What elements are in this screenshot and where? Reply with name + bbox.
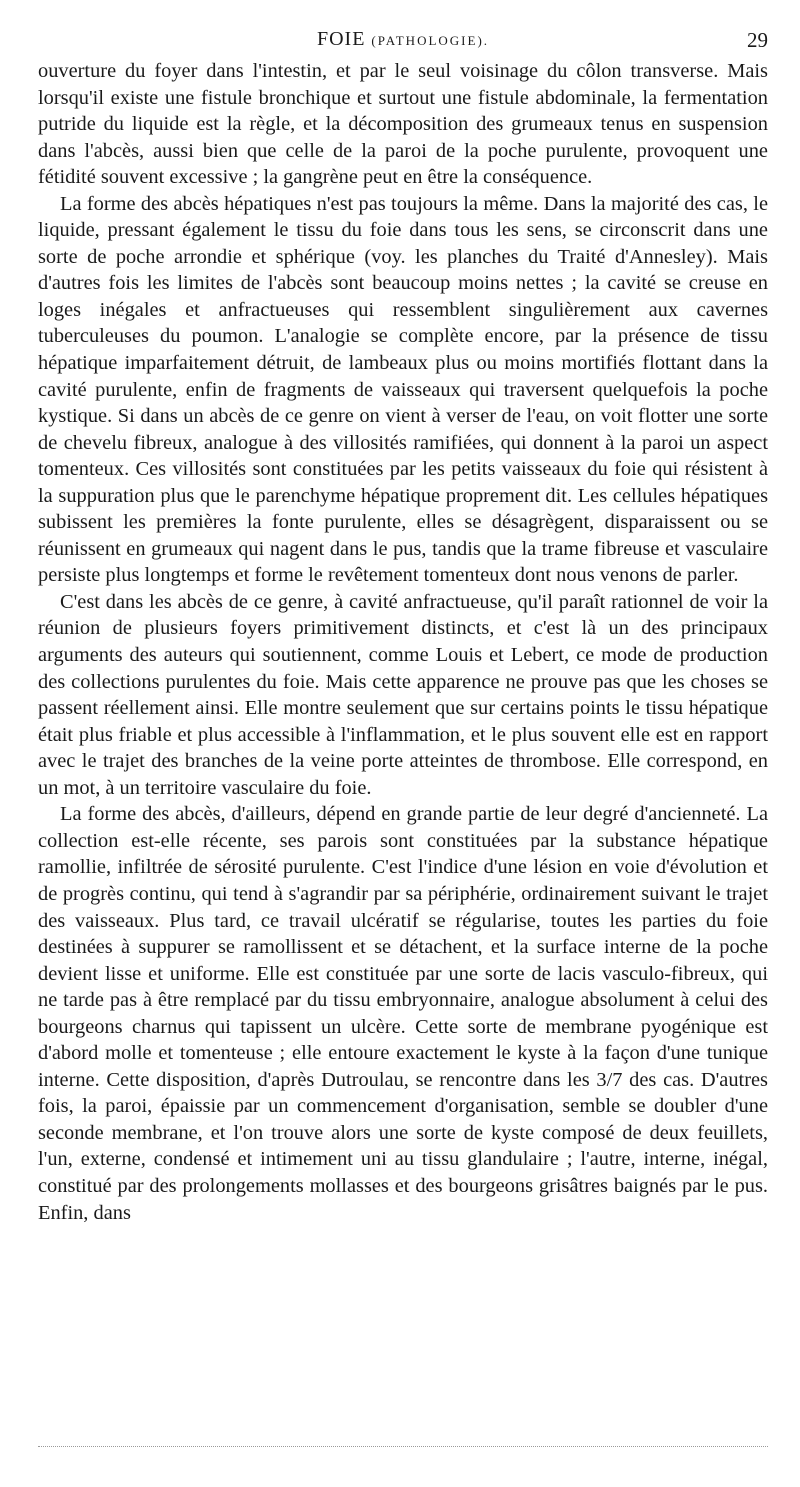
page-number: 29 (747, 28, 768, 52)
running-title (38, 28, 768, 51)
running-header (38, 28, 768, 58)
header-title: FOIE (316, 28, 366, 50)
header-subtitle: (PATHOLOGIE). (371, 33, 490, 48)
footer-divider (38, 1446, 768, 1447)
paragraph: La forme des abcès, d'ailleurs, dépend en grande partie de leur degré d'ancienneté. La collection est-elle récente, ses parois sont constituées par la substance hépatique ramollie, infiltrée de sérosité purulente. C'est l'indice d'une lésion en voie d'évolution et de progrès continu, qui tend à s'agrandir par sa périphérie, ordinairement suivant le trajet des vaisseaux. Plus tard, ce travail ulcératif se régularise, toutes les parties du foie destinées à suppurer se ramollissent et se détachent, et la surface interne de la poche devient lisse et uniforme. Elle est constituée par une sorte de lacis vasculo-fibreux, qui ne tarde pas à être remplacé par du tissu embryonnaire, analogue absolument à celui des bourgeons charnus qui tapissent un ulcère. Cette sorte de membrane pyogénique est d'abord molle et tomenteuse ; elle entoure exactement le kyste à la façon d'une tunique interne. Cette disposition, d'après Dutroulau, se rencontre dans les 3/7 des cas. D'autres fois, la paroi, épaissie par un commencement d'organisation, semble se doubler d'une seconde membrane, et l'on trouve alors une sorte de kyste composé de deux feuillets, l'un, externe, condensé et intimement uni au tissu glandulaire ; l'autre, interne, inégal, constitué par des prolongements mollasses et des bourgeons grisâtres baignés par le pus. Enfin, dans (38, 803, 768, 1224)
paragraph: C'est dans les abcès de ce genre, à cavité anfractueuse, qu'il paraît rationnel de voir la réunion de plusieurs foyers primitivement distincts, et c'est là un des principaux arguments des auteurs qui soutiennent, comme Louis et Lebert, ce mode de production des collections purulentes du foie. Mais cette apparence ne prouve pas que les choses se passent réellement ainsi. Elle montre seulement que sur certains points le tissu hépatique était plus friable et plus accessible à l'inflammation, et le plus souvent elle est en rapport avec le trajet des branches de la veine porte atteintes de thrombose. Elle correspond, en un mot, à un territoire vasculaire du foie. (38, 590, 768, 799)
paragraph: ouverture du foyer dans l'intestin, et par le seul voisinage du côlon transverse. Mais lorsqu'il existe une fistule bronchique et surtout une fistule abdominale, la fermentation putride du liquide est la règle, et la décomposition des grumeaux tenus en suspension dans l'abcès, aussi bien que celle de la paroi de la poche purulente, provoquent une fétidité souvent excessive ; la gangrène peut en être la conséquence. (38, 60, 768, 189)
paragraph: La forme des abcès hépatiques n'est pas toujours la même. Dans la majorité des cas, le liquide, pressant également le tissu du foie dans tous les sens, se circonscrit dans une sorte de poche arrondie et sphérique (voy. les planches du Traité d'Annesley). Mais d'autres fois les limites de l'abcès sont beaucoup moins nettes ; la cavité se creuse en loges inégales et anfractueuses qui ressemblent singulièrement aux cavernes tuberculeuses du poumon. L'analogie se complète encore, par la présence de tissu hépatique imparfaitement détruit, de lambeaux plus ou moins mortifiés flottant dans la cavité purulente, enfin de fragments de vaisseaux qui traversent quelquefois la poche kystique. Si dans un abcès de ce genre on vient à verser de l'eau, on voit flotter une sorte de chevelu fibreux, analogue à des villosités ramifiées, qui donnent à la paroi un aspect tomenteux. Ces villosités sont constituées par les petits vaisseaux du foie qui résistent à la suppuration plus que le parenchyme hépatique proprement dit. Les cellules hépatiques subissent les premières la fonte purulente, elles se désagrègent, disparaissent ou se réunissent en grumeaux qui nagent dans le pus, tandis que la trame fibreuse et vasculaire persiste plus longtemps et forme le revêtement tomenteux dont nous venons de parler. (38, 192, 768, 587)
body-text (38, 58, 768, 1226)
book-page (38, 28, 768, 1226)
